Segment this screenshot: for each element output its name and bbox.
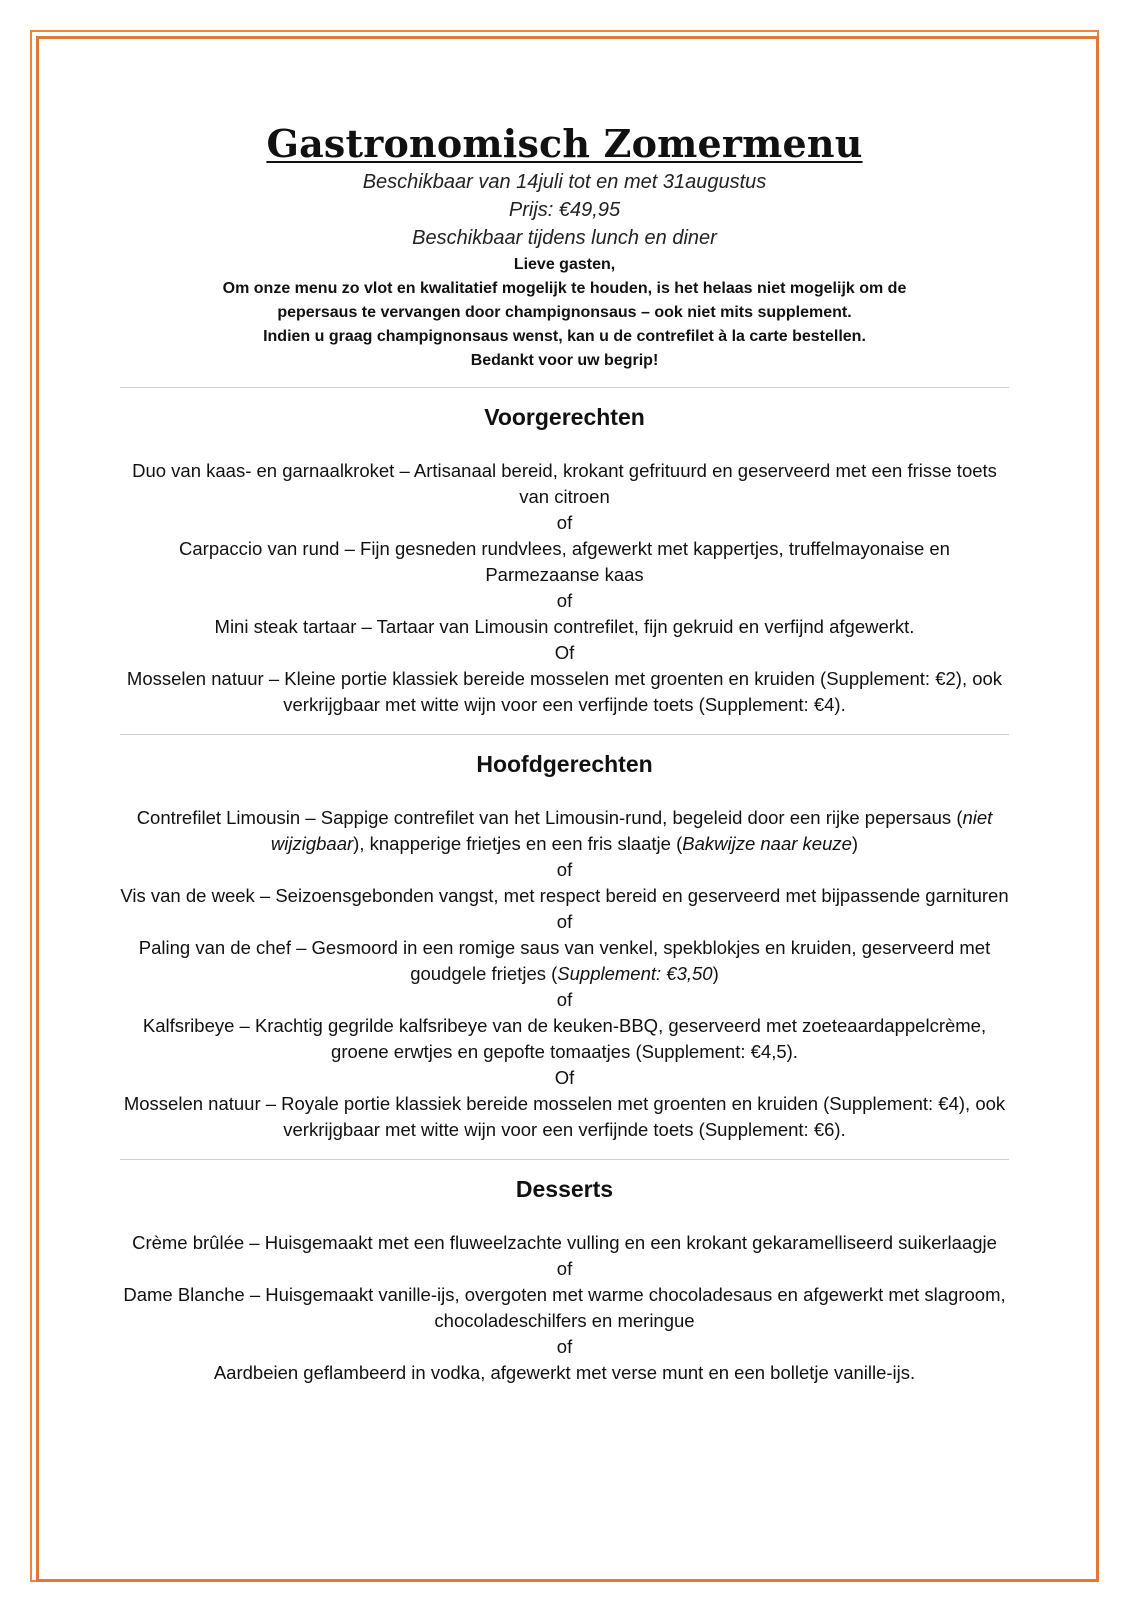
notice-line: Om onze menu zo vlot en kwalitatief mogelijk te houden, is het helaas niet mogelijk om de [222,280,907,297]
section-divider [120,1159,1009,1160]
menu-price: Prijs: €49,95 [508,199,621,221]
menu-item [120,805,1009,857]
or-separator: of [556,911,573,932]
or-separator: of [556,989,573,1010]
section-title-mains: Hoofdgerechten [476,751,653,777]
item-text: Paling van de chef – Gesmoord in een romige saus van venkel, spekblokjes en kruiden, geserveerd met goudgele frietjes ( [138,937,991,984]
desserts-section [120,1174,1009,1388]
item-note: niet wijzigbaar [270,807,993,854]
notice-greeting: Lieve gasten, [513,256,616,273]
menu-item: Kalfsribeye – Krachtig gegrilde kalfsribeye van de keuken-BBQ, geserveerd met zoeteaardappelcrème, groene erwtjes en gepofte tomaatjes (Supplement: €4,5). [142,1015,987,1062]
section-divider [120,734,1009,735]
starters-section [120,402,1009,720]
notice-line: Indien u graag champignonsaus wenst, kan u de contrefilet à la carte bestellen. [263,328,866,345]
mains-list [120,805,1009,1145]
or-separator: Of [554,642,575,663]
menu-item: Duo van kaas- en garnaalkroket – Artisanaal bereid, krokant gefrituurd en geserveerd met een frisse toets van citroen [132,460,997,507]
guest-notice [120,253,1009,373]
or-separator: of [556,590,573,611]
desserts-list [120,1230,1009,1388]
or-separator: of [556,512,573,533]
item-text: Contrefilet Limousin – Sappige contrefilet van het Limousin-rund, begeleid door een rijke pepersaus ( [136,807,963,828]
or-separator: Of [554,1067,575,1088]
menu-item: Mini steak tartaar – Tartaar van Limousin contrefilet, fijn gekruid en verfijnd afgewerkt. [214,616,915,637]
starters-list [120,458,1009,720]
menu-item: Mosselen natuur – Royale portie klassiek bereide mosselen met groenten en kruiden (Supplement: €4), ook verkrijgbaar met witte wijn voor een verfijnde toets (Supplement: €6). [123,1093,1006,1140]
or-separator: of [556,859,573,880]
menu-item: Aardbeien geflambeerd in vodka, afgewerkt met verse munt en een bolletje vanille-ijs. [213,1362,916,1383]
item-text: ) [712,963,719,984]
menu-title: Gastronomisch Zomermenu [266,121,863,166]
item-text: ), knapperige frietjes en een fris slaatje ( [353,833,683,854]
notice-thanks: Bedankt voor uw begrip! [470,352,659,369]
section-divider [120,387,1009,388]
or-separator: of [556,1258,573,1279]
menu-item: Crème brûlée – Huisgemaakt met een fluweelzachte vulling en een krokant gekaramelliseerd suikerlaagje [132,1232,997,1253]
item-supplement: Supplement: €3,50 [557,963,713,984]
service-times: Beschikbaar tijdens lunch en diner [412,227,717,249]
item-text: ) [851,833,859,854]
menu-item: Vis van de week – Seizoensgebonden vangst, met respect bereid en geserveerd met bijpassende garnituren [120,885,1009,906]
notice-line: pepersaus te vervangen door champignonsaus – ook niet mits supplement. [277,304,852,321]
menu-item: Dame Blanche – Huisgemaakt vanille-ijs, overgoten met warme chocoladesaus en afgewerkt met slagroom, chocoladeschilfers en meringue [123,1284,1006,1331]
availability-dates: Beschikbaar van 14juli tot en met 31augustus [362,171,767,193]
or-separator: of [556,1336,573,1357]
mains-section [120,749,1009,1145]
menu-item: Carpaccio van rund – Fijn gesneden rundvlees, afgewerkt met kappertjes, truffelmayonaise en Parmezaanse kaas [179,538,950,585]
menu-item [120,935,1009,987]
menu-page [120,120,1009,1388]
item-note: Bakwijze naar keuze [682,833,852,854]
section-title-starters: Voorgerechten [484,404,645,430]
menu-item: Mosselen natuur – Kleine portie klassiek bereide mosselen met groenten en kruiden (Supplement: €2), ook verkrijgbaar met witte wijn voor een verfijnde toets (Supplement: €4). [126,668,1003,715]
section-title-desserts: Desserts [515,1176,614,1202]
